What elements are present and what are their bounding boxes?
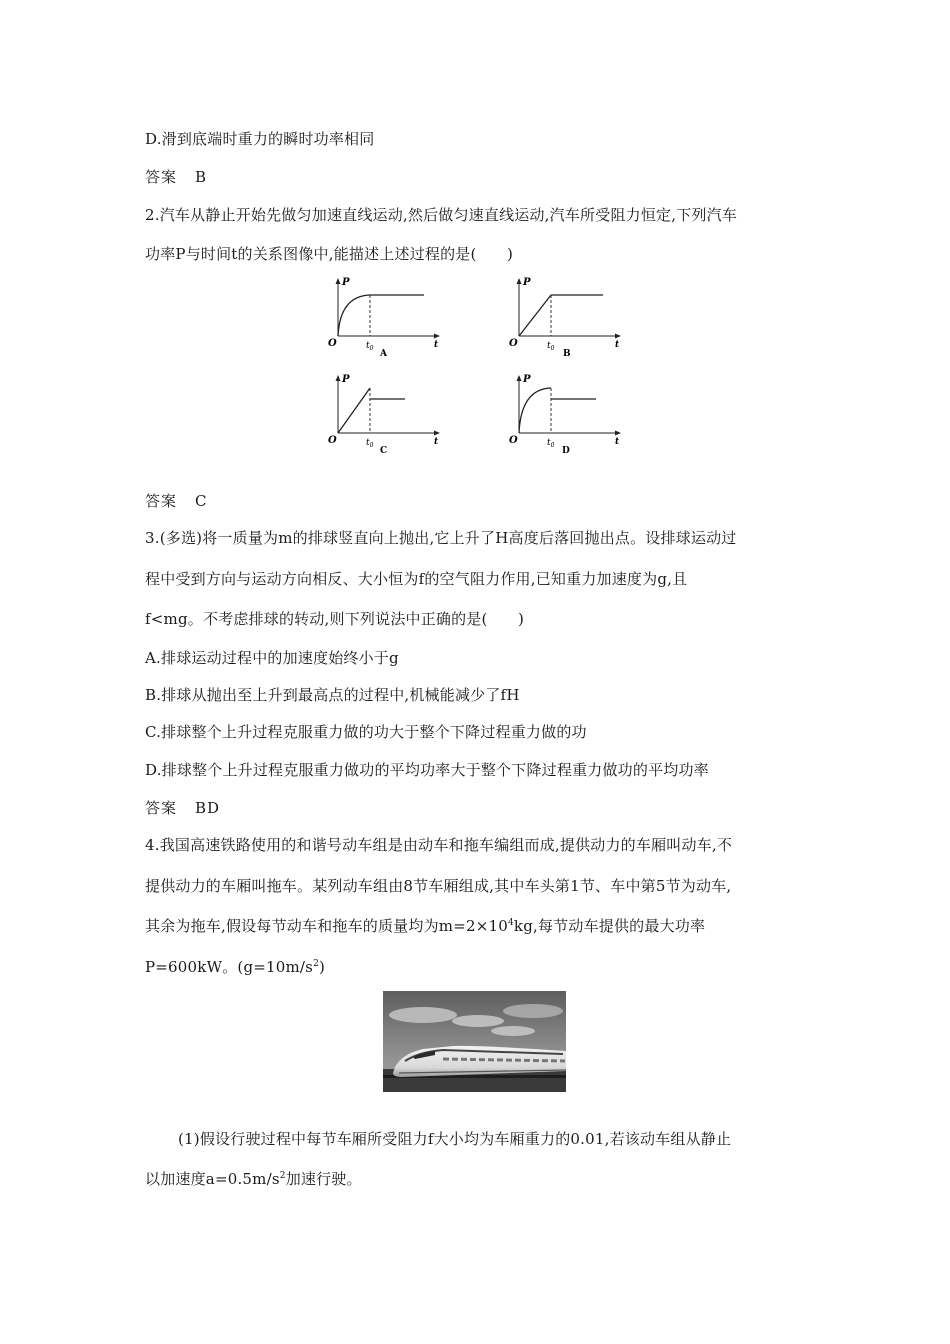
- q2-stem-line2: 功率P与时间t的关系图像中,能描述上述过程的是( ): [145, 245, 513, 263]
- graph-c: [324, 371, 444, 457]
- x-axis-label: t: [434, 340, 439, 350]
- answer-value: C: [195, 492, 208, 510]
- graph-label: C: [380, 446, 388, 456]
- q4-sub1-line2: 以加速度$a=0.5m/s^2$加速行驶。: [145, 1170, 362, 1188]
- answer-label: 答案: [145, 799, 178, 817]
- origin-label: O: [328, 435, 337, 446]
- answer-value: B: [195, 168, 208, 186]
- q1-answer: [145, 166, 207, 187]
- t0-label: $t_0$: [547, 341, 555, 352]
- q3-stem-line1: 3.(多选)将一质量为m的排球竖直向上抛出,它上升了H高度后落回抛出点。设排球运动过: [145, 529, 737, 547]
- q4-stem-line1: 4.我国高速铁路使用的和谐号动车组是由动车和拖车编组而成,提供动力的车厢叫动车,不: [145, 836, 733, 854]
- graph-label: B: [563, 349, 571, 359]
- q3-option-c: C.排球整个上升过程克服重力做的功大于整个下降过程重力做的功: [145, 723, 587, 741]
- q4-stem-line2: 提供动力的车厢叫拖车。某列动车组由8节车厢组成,其中车头第1节、车中第5节为动车,: [145, 877, 732, 895]
- q2-stem-line1: 2.汽车从静止开始先做匀加速直线运动,然后做匀速直线运动,汽车所受阻力恒定,下列汽车: [145, 206, 738, 224]
- curve-a: [338, 295, 370, 336]
- origin-label: O: [509, 338, 518, 349]
- y-axis-label: P: [523, 374, 531, 385]
- q4-stem-line4: P=600kW。$(g=10m/s^2)$: [145, 958, 326, 976]
- y-axis-label: P: [342, 374, 350, 385]
- q3-answer: [145, 797, 220, 818]
- graph-a: [324, 274, 444, 360]
- answer-label: 答案: [145, 168, 178, 186]
- answer-label: 答案: [145, 492, 178, 510]
- q4-sub1-line1: (1)假设行驶过程中每节车厢所受阻力f大小均为车厢重力的0.01,若该动车组从静止: [178, 1130, 732, 1148]
- ramp-c: [338, 388, 370, 433]
- graph-label: A: [380, 349, 387, 359]
- q4-stem-line3: 其余为拖车,假设每节动车和拖车的质量均为$m=2\times 10^4kg$,每节动车提供的最大功率: [145, 917, 706, 935]
- answer-value: BD: [195, 799, 221, 817]
- q3-option-d: D.排球整个上升过程克服重力做功的平均功率大于整个下降过程重力做功的平均功率: [145, 761, 709, 779]
- t0-label: $t_0$: [366, 438, 374, 449]
- t0-label: $t_0$: [366, 341, 374, 352]
- t0-label: $t_0$: [547, 438, 555, 449]
- q2-answer: [145, 490, 208, 511]
- graph-b: [505, 274, 625, 360]
- origin-label: O: [509, 435, 518, 446]
- q3-stem-line3: f<mg。不考虑排球的转动,则下列说法中正确的是( ): [145, 610, 525, 628]
- graph-d: [505, 371, 625, 457]
- y-axis-label: P: [523, 277, 531, 288]
- q1-option-d: D.滑到底端时重力的瞬时功率相同: [145, 130, 375, 148]
- y-axis-label: P: [342, 277, 350, 288]
- q3-option-b: B.排球从抛出至上升到最高点的过程中,机械能减少了fH: [145, 686, 520, 704]
- x-axis-label: t: [615, 340, 620, 350]
- x-axis-label: t: [434, 437, 439, 447]
- ramp-b: [519, 295, 551, 336]
- x-axis-label: t: [615, 437, 620, 447]
- train-photo: [383, 991, 566, 1092]
- origin-label: O: [328, 338, 337, 349]
- curve-d: [519, 388, 551, 433]
- graph-label: D: [562, 446, 570, 456]
- q3-stem-line2: 程中受到方向与运动方向相反、大小恒为f的空气阻力作用,已知重力加速度为g,且: [145, 570, 688, 588]
- q3-option-a: A.排球运动过程中的加速度始终小于g: [145, 649, 399, 667]
